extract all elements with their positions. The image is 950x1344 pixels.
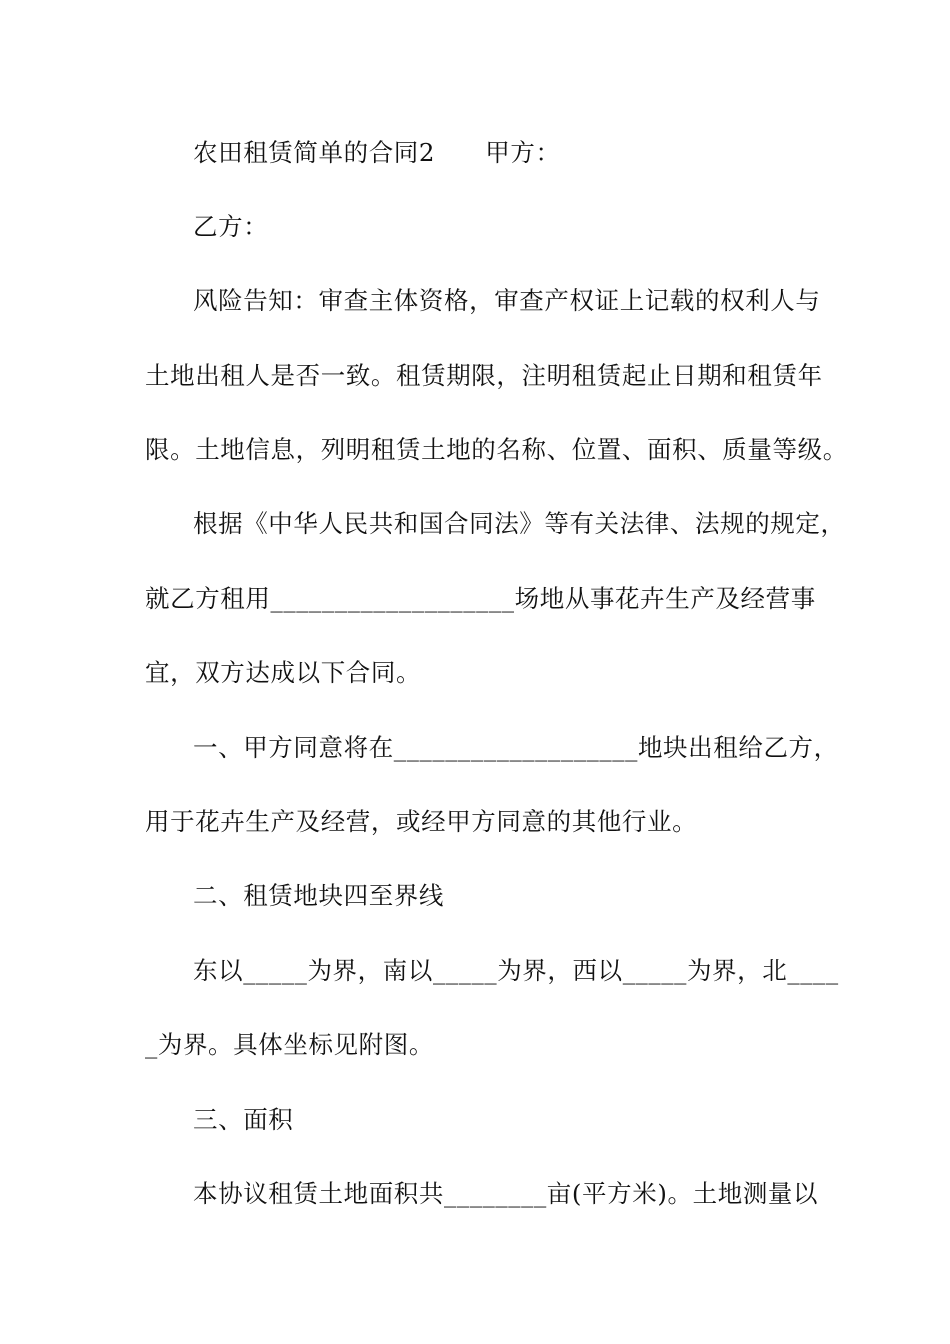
risk-notice-line-1: 风险告知：审查主体资格，审查产权证上记载的权利人与: [193, 286, 821, 315]
clause-3-heading: 三、面积: [193, 1105, 294, 1134]
party-b-line: 乙方：: [193, 212, 269, 241]
basis-line-2: 就乙方租用___________________场地从事花卉生产及经营事: [145, 584, 816, 613]
basis-line-3: 宜，双方达成以下合同。: [145, 658, 422, 687]
basis-line-1: 根据《中华人民共和国合同法》等有关法律、法规的规定，: [193, 509, 846, 538]
clause-2-line-2: _为界。具体坐标见附图。: [145, 1030, 434, 1059]
clause-3-line-1: 本协议租赁土地面积共________亩(平方米)。土地测量以: [193, 1179, 819, 1208]
title-line: 农田租赁简单的合同2 甲方：: [193, 138, 561, 167]
risk-notice-line-3: 限。土地信息，列明租赁土地的名称、位置、面积、质量等级。: [145, 435, 848, 464]
clause-1-line-1: 一、甲方同意将在___________________地块出租给乙方，: [193, 733, 839, 762]
clause-2-heading: 二、租赁地块四至界线: [193, 881, 444, 910]
clause-2-line-1: 东以_____为界，南以_____为界，西以_____为界，北____: [193, 956, 839, 985]
risk-notice-line-2: 土地出租人是否一致。租赁期限，注明租赁起止日期和租赁年: [145, 361, 823, 390]
clause-1-line-2: 用于花卉生产及经营，或经甲方同意的其他行业。: [145, 807, 698, 836]
